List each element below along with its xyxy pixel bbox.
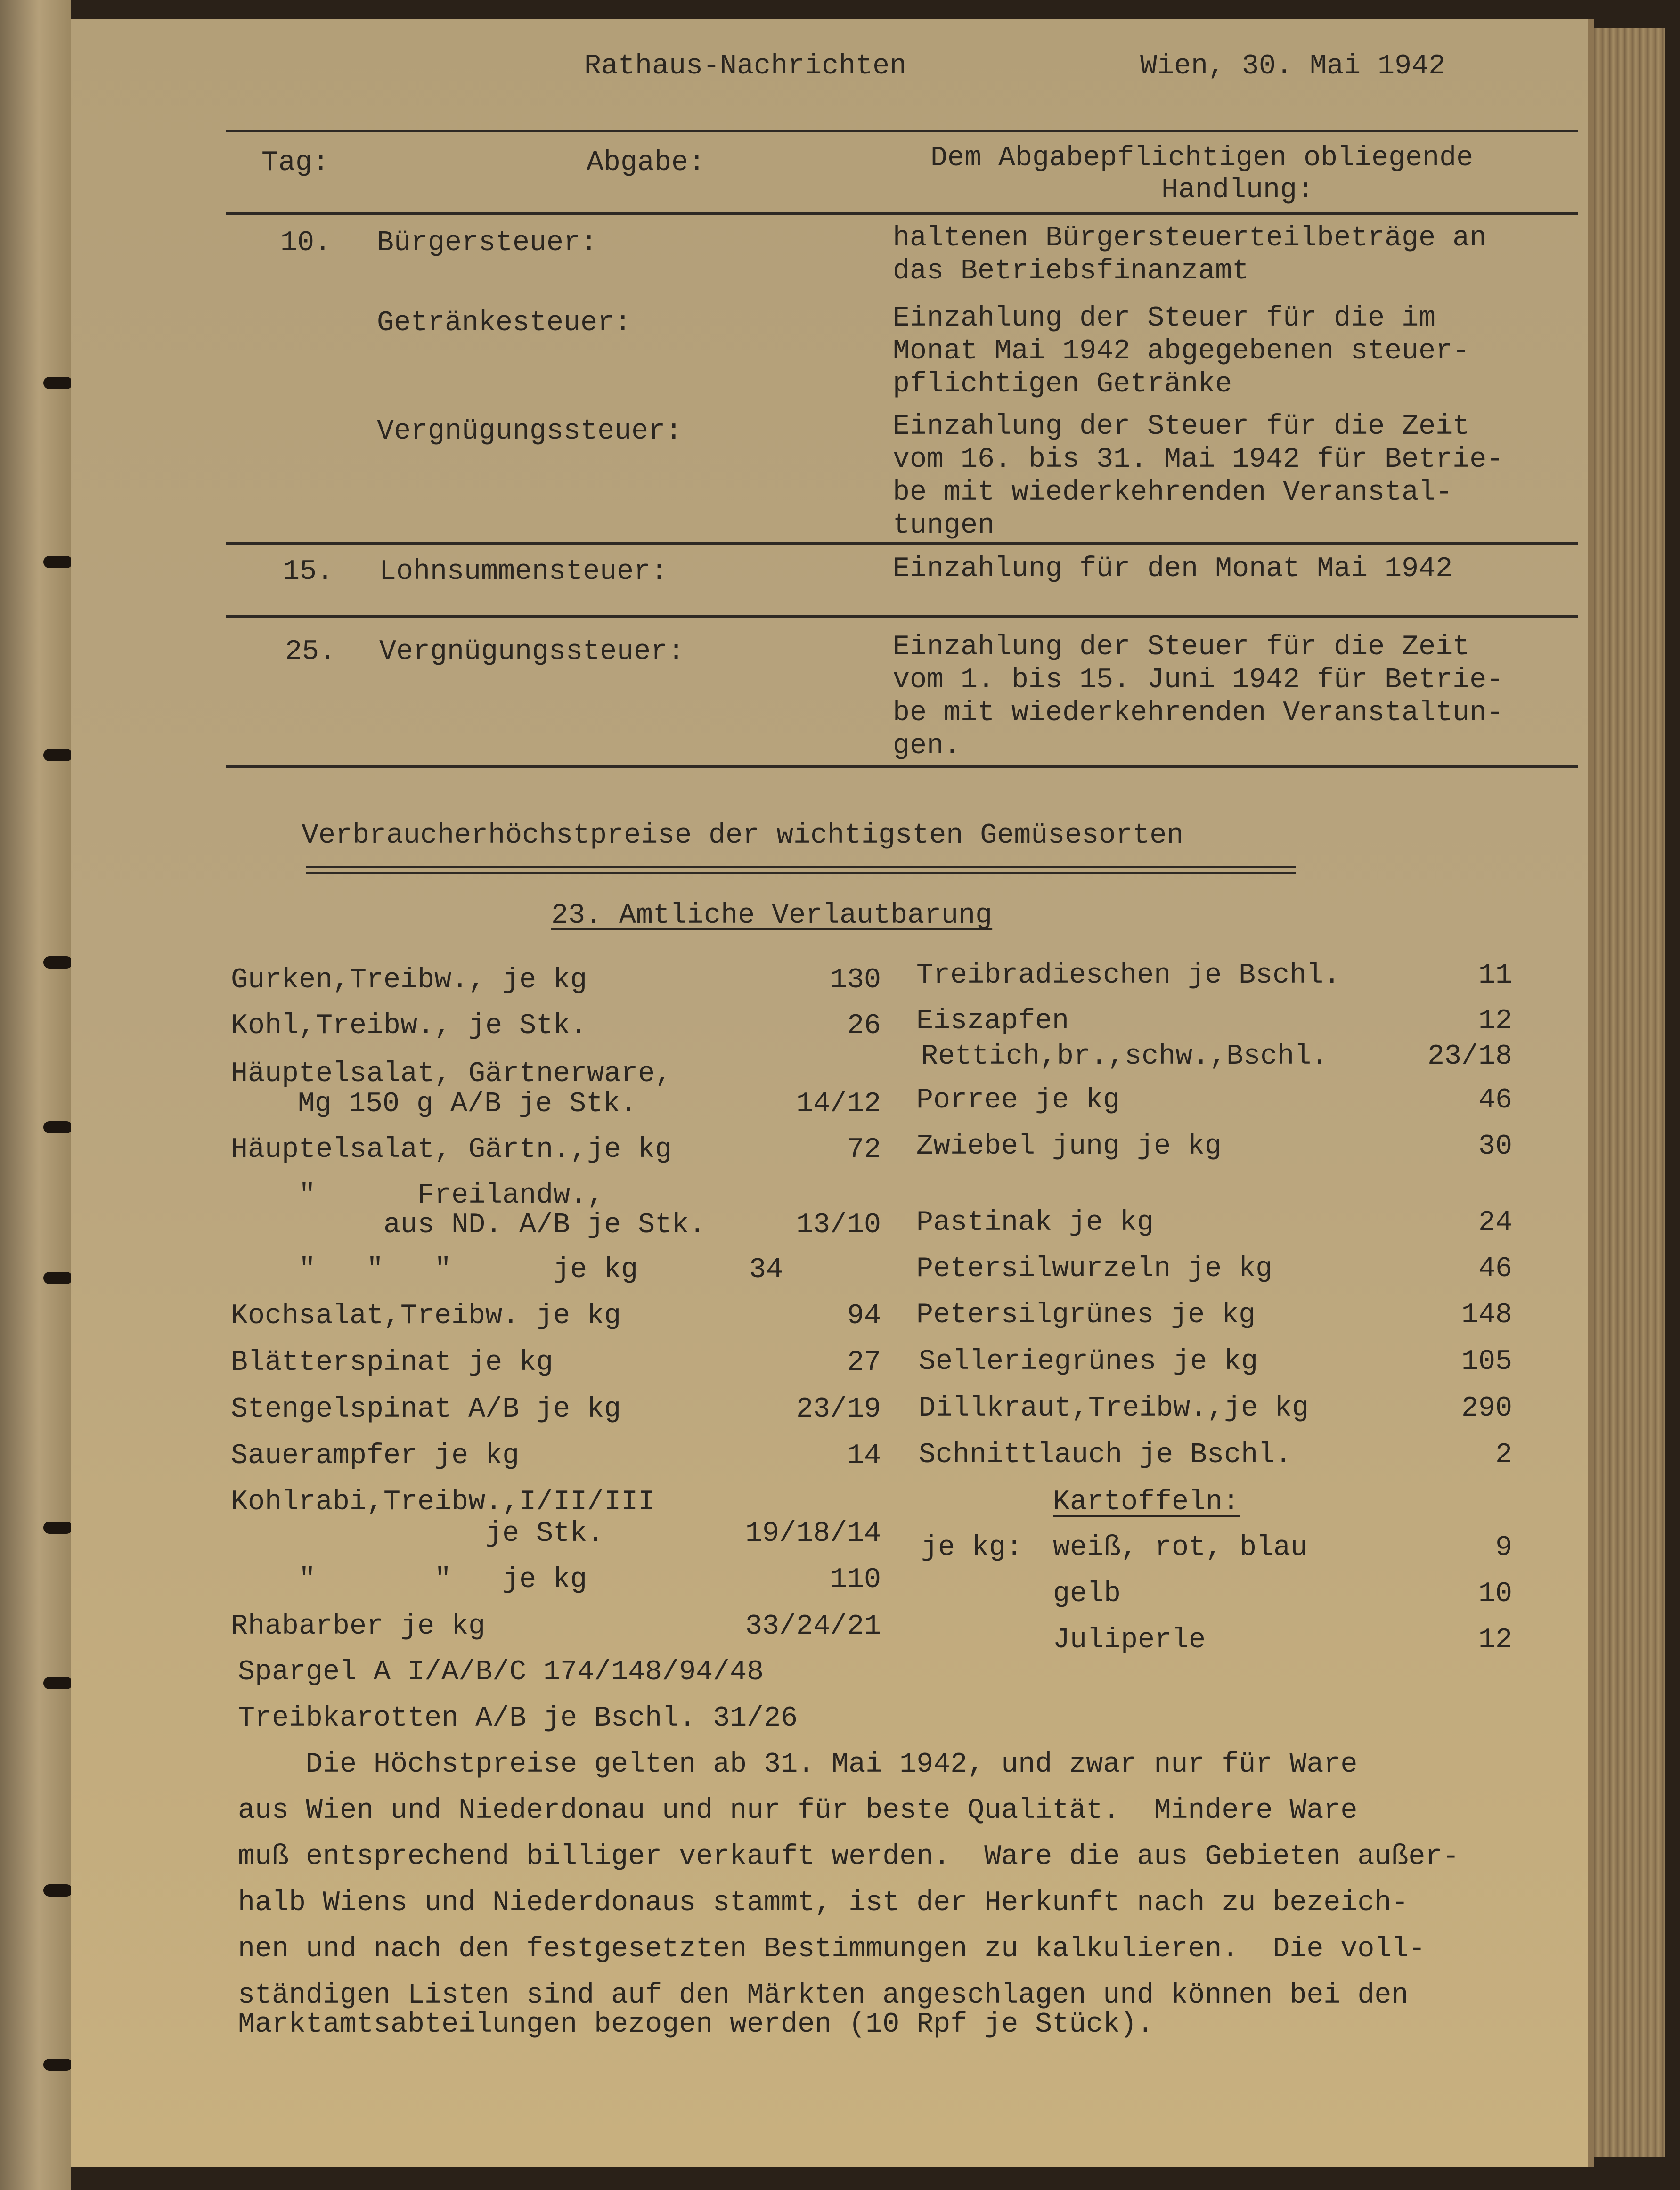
list-item: Kohlrabi,Treibw.,I/II/III [231,1486,655,1518]
table-row-tax: Lohnsummensteuer: [379,556,668,588]
price-value: 19/18/14 [745,1518,881,1550]
issue-date: Wien, 30. Mai 1942 [1140,50,1446,82]
price-value: 110 [830,1564,881,1596]
paragraph-line: ständigen Listen sind auf den Märkten angeschlagen und können bei den [238,1979,1409,2011]
punch-hole [43,2059,73,2071]
list-item: weiß, rot, blau [1053,1532,1308,1564]
price-value: 12 [1478,1624,1512,1656]
table-row-action: Einzahlung für den Monat Mai 1942 [893,553,1453,585]
list-item: Selleriegrünes je kg [919,1346,1258,1378]
list-item: Treibradieschen je Bschl. [916,960,1341,992]
punch-hole [43,1272,73,1284]
table-row-action: Einzahlung der Steuer für die im [893,302,1436,334]
price-value: 94 [847,1300,881,1332]
publication-title: Rathaus-Nachrichten [584,50,907,82]
table-row-rule [226,615,1578,618]
column-header-action-cont: Handlung: [1161,174,1314,206]
price-value: 46 [1478,1084,1512,1116]
list-item: Stengelspinat A/B je kg [231,1393,621,1425]
list-item: je Stk. [231,1518,604,1550]
price-value: 13/10 [796,1209,881,1241]
price-value: 24 [1478,1207,1512,1239]
list-item: Häuptelsalat, Gärtnerware, [231,1058,672,1090]
section-title: Verbraucherhöchstpreise der wichtigsten Gemüsesorten [302,820,1184,852]
table-row-day: 25. [285,636,336,668]
table-top-rule [226,130,1578,132]
price-value: 14/12 [796,1088,881,1120]
list-item: " " " je kg [231,1254,638,1286]
price-value: 72 [847,1134,881,1166]
punch-hole [43,1884,73,1897]
table-row-tax: Vergnügungssteuer: [379,636,685,668]
list-item: Sauerampfer je kg [231,1440,520,1472]
price-value: 34 [749,1254,783,1286]
price-value: 12 [1478,1005,1512,1037]
list-item: Schnittlauch je Bschl. [919,1439,1292,1471]
table-row-action: Einzahlung der Steuer für die Zeit [893,631,1470,663]
price-value: 290 [1461,1392,1512,1425]
punch-hole [43,956,73,969]
table-row-action: das Betriebsfinanzamt [893,255,1249,287]
list-item: Petersilgrünes je kg [916,1299,1256,1331]
price-value: 105 [1461,1346,1512,1378]
list-item: Pastinak je kg [916,1207,1154,1239]
announcement-subtitle: 23. Amtliche Verlautbarung [551,900,993,932]
price-value: 26 [847,1010,881,1042]
table-row-action: haltenen Bürgersteuerteilbeträge an [893,222,1487,254]
table-row-action: be mit wiederkehrenden Veranstaltun- [893,697,1504,729]
price-value: 9 [1495,1532,1512,1564]
list-item: Treibkarotten A/B je Bschl. 31/26 [238,1702,798,1734]
potatoes-prefix: je kg: [921,1532,1023,1564]
paragraph-line: halb Wiens und Niederdonaus stammt, ist der Herkunft nach zu bezeich- [238,1887,1409,1919]
list-item: Kohl,Treibw., je Stk. [231,1010,587,1042]
price-value: 46 [1478,1253,1512,1285]
price-value: 23/18 [1427,1041,1512,1073]
list-item: Dillkraut,Treibw.,je kg [919,1392,1309,1425]
list-item: Gurken,Treibw., je kg [231,964,587,996]
paragraph-line: aus Wien und Niederdonau und nur für beste Qualität. Mindere Ware [238,1795,1358,1827]
column-header-action: Dem Abgabepflichtigen obliegende [930,142,1474,174]
price-value: 2 [1495,1439,1512,1471]
binding-spine [0,0,71,2190]
table-row-action: vom 1. bis 15. Juni 1942 für Betrie- [893,664,1504,696]
price-value: 10 [1478,1578,1512,1610]
list-item: Porree je kg [916,1084,1120,1116]
price-value: 23/19 [796,1393,881,1425]
table-row-tax: Bürgersteuer: [377,227,598,259]
table-row-action: gen. [893,730,961,762]
table-header-rule [226,212,1578,215]
column-header-day: Tag: [261,147,330,179]
punch-hole [43,1121,73,1133]
price-value: 27 [847,1347,881,1379]
paragraph-line: Die Höchstpreise gelten ab 31. Mai 1942, und zwar nur für Ware [238,1749,1358,1781]
paragraph-line: Marktamtsabteilungen bezogen werden (10 Rpf je Stück). [238,2009,1154,2041]
list-item: Blätterspinat je kg [231,1347,554,1379]
table-row-action: be mit wiederkehrenden Veranstal- [893,477,1453,509]
list-item: Häuptelsalat, Gärtn.,je kg [231,1134,672,1166]
list-item: Mg 150 g A/B je Stk. [264,1088,637,1120]
list-item: Zwiebel jung je kg [916,1131,1222,1163]
price-value: 148 [1461,1299,1512,1331]
title-double-rule [306,866,1296,874]
list-item: Rhabarber je kg [231,1611,486,1643]
list-item: Rettich,br.,schw.,Bschl. [921,1041,1329,1073]
table-row-action: Monat Mai 1942 abgegebenen steuer- [893,335,1470,367]
punch-hole [43,1677,73,1689]
list-item: " Freilandw., [231,1180,604,1212]
punch-hole [43,556,73,568]
punch-hole [43,1522,73,1534]
list-item: Juliperle [1053,1624,1206,1656]
table-row-day: 15. [283,556,334,588]
punch-hole [43,749,73,761]
list-item: Eiszapfen [916,1005,1069,1037]
price-value: 11 [1478,960,1512,992]
price-value: 14 [847,1440,881,1472]
paragraph-line: muß entsprechend billiger verkauft werden. Ware die aus Gebieten außer- [238,1841,1460,1873]
column-header-levy: Abgabe: [587,147,706,179]
potatoes-heading: Kartoffeln: [1053,1486,1240,1518]
price-value: 130 [830,964,881,996]
paragraph-line: nen und nach den festgesetzten Bestimmungen zu kalkulieren. Die voll- [238,1933,1426,1965]
page-edges [1594,28,1665,2157]
list-item: aus ND. A/B je Stk. [231,1209,706,1241]
price-value: 30 [1478,1131,1512,1163]
table-row-rule [226,542,1578,545]
list-item: Petersilwurzeln je kg [916,1253,1273,1285]
list-item: gelb [1053,1578,1121,1610]
price-value: 33/24/21 [745,1611,881,1643]
table-row-tax: Vergnügungssteuer: [377,415,683,448]
punch-hole [43,377,73,389]
table-bottom-rule [226,765,1578,768]
table-row-action: vom 16. bis 31. Mai 1942 für Betrie- [893,444,1504,476]
list-item: Spargel A I/A/B/C 174/148/94/48 [238,1656,764,1688]
list-item: " " je kg [231,1564,587,1596]
table-row-day: 10. [280,227,332,259]
table-row-action: Einzahlung der Steuer für die Zeit [893,411,1470,443]
list-item: Kochsalat,Treibw. je kg [231,1300,621,1332]
table-row-action: pflichtigen Getränke [893,368,1232,400]
table-row-tax: Getränkesteuer: [377,307,632,339]
table-row-action: tungen [893,510,995,542]
